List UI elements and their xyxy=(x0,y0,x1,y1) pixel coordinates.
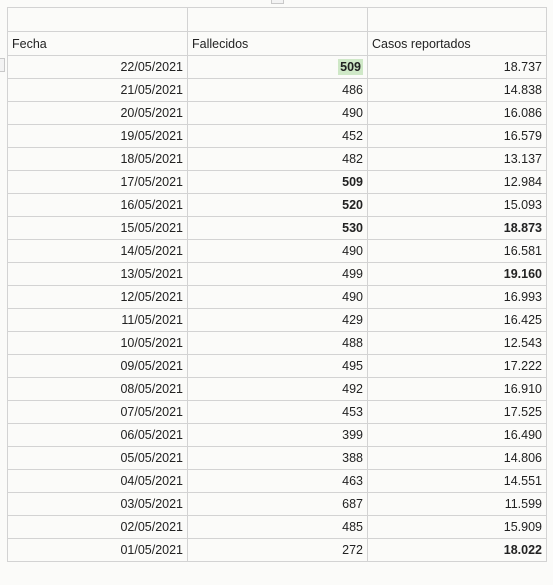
cell-fallecidos[interactable]: 486 xyxy=(188,79,368,102)
table-row xyxy=(8,125,547,148)
cell-fecha[interactable]: 05/05/2021 xyxy=(8,447,188,470)
cell-fecha[interactable]: 02/05/2021 xyxy=(8,516,188,539)
cell-casos-reportados[interactable]: 12.543 xyxy=(368,332,547,355)
header-fallecidos[interactable]: Fallecidos xyxy=(188,32,368,56)
table-row xyxy=(8,217,547,240)
cell-fecha[interactable]: 09/05/2021 xyxy=(8,355,188,378)
cell-fallecidos[interactable]: 463 xyxy=(188,470,368,493)
table-row xyxy=(8,148,547,171)
cell-fecha[interactable]: 10/05/2021 xyxy=(8,332,188,355)
cell-fallecidos[interactable]: 490 xyxy=(188,102,368,125)
table-row xyxy=(8,470,547,493)
table-row xyxy=(8,263,547,286)
cell-fecha[interactable]: 14/05/2021 xyxy=(8,240,188,263)
cell-fallecidos[interactable]: 452 xyxy=(188,125,368,148)
cell-casos-reportados[interactable]: 14.551 xyxy=(368,470,547,493)
table-row xyxy=(8,194,547,217)
table-row xyxy=(8,516,547,539)
table-cell[interactable] xyxy=(188,8,368,32)
cell-casos-reportados[interactable]: 17.222 xyxy=(368,355,547,378)
cell-fallecidos[interactable]: 490 xyxy=(188,240,368,263)
cell-casos-reportados[interactable]: 16.086 xyxy=(368,102,547,125)
cell-casos-reportados[interactable]: 16.490 xyxy=(368,424,547,447)
table-row xyxy=(8,493,547,516)
row-select-handle[interactable] xyxy=(0,58,5,72)
table-row xyxy=(8,240,547,263)
cell-casos-reportados[interactable]: 16.993 xyxy=(368,286,547,309)
cell-fecha[interactable]: 11/05/2021 xyxy=(8,309,188,332)
table-row xyxy=(8,539,547,562)
cell-casos-reportados[interactable]: 17.525 xyxy=(368,401,547,424)
cell-fallecidos[interactable]: 488 xyxy=(188,332,368,355)
table-row xyxy=(8,447,547,470)
cell-casos-reportados[interactable]: 14.806 xyxy=(368,447,547,470)
cell-casos-reportados[interactable]: 18.022 xyxy=(368,539,547,562)
cell-fallecidos[interactable]: 453 xyxy=(188,401,368,424)
cell-casos-reportados[interactable]: 14.838 xyxy=(368,79,547,102)
table-cell[interactable] xyxy=(368,8,547,32)
cell-fallecidos[interactable]: 388 xyxy=(188,447,368,470)
table-row xyxy=(8,401,547,424)
cell-casos-reportados[interactable]: 12.984 xyxy=(368,171,547,194)
table-row xyxy=(8,309,547,332)
cell-fecha[interactable]: 17/05/2021 xyxy=(8,171,188,194)
table-row xyxy=(8,102,547,125)
cell-fallecidos[interactable]: 495 xyxy=(188,355,368,378)
cell-fecha[interactable]: 21/05/2021 xyxy=(8,79,188,102)
cell-casos-reportados[interactable]: 13.137 xyxy=(368,148,547,171)
cell-fecha[interactable]: 12/05/2021 xyxy=(8,286,188,309)
cell-casos-reportados[interactable]: 16.581 xyxy=(368,240,547,263)
cell-fallecidos[interactable]: 429 xyxy=(188,309,368,332)
selected-cell-value: 509 xyxy=(340,60,361,74)
cell-fallecidos[interactable]: 687 xyxy=(188,493,368,516)
table-row xyxy=(8,355,547,378)
cell-casos-reportados[interactable]: 19.160 xyxy=(368,263,547,286)
cell-fecha[interactable]: 19/05/2021 xyxy=(8,125,188,148)
cell-fallecidos[interactable]: 520 xyxy=(188,194,368,217)
cell-casos-reportados[interactable]: 16.910 xyxy=(368,378,547,401)
blank-row xyxy=(8,8,547,32)
table-row xyxy=(8,56,547,79)
cell-fallecidos[interactable]: 492 xyxy=(188,378,368,401)
cell-fecha[interactable]: 13/05/2021 xyxy=(8,263,188,286)
cell-fecha[interactable]: 15/05/2021 xyxy=(8,217,188,240)
cell-fallecidos[interactable] xyxy=(188,56,368,79)
table-row xyxy=(8,332,547,355)
cell-casos-reportados[interactable]: 15.093 xyxy=(368,194,547,217)
cell-fecha[interactable]: 22/05/2021 xyxy=(8,56,188,79)
table-row xyxy=(8,286,547,309)
cell-casos-reportados[interactable]: 18.737 xyxy=(368,56,547,79)
cell-fecha[interactable]: 04/05/2021 xyxy=(8,470,188,493)
cell-fecha[interactable]: 08/05/2021 xyxy=(8,378,188,401)
cell-casos-reportados[interactable]: 11.599 xyxy=(368,493,547,516)
header-fecha[interactable]: Fecha xyxy=(8,32,188,56)
table-row xyxy=(8,378,547,401)
cell-fallecidos[interactable]: 485 xyxy=(188,516,368,539)
header-casos-reportados[interactable]: Casos reportados xyxy=(368,32,547,56)
cell-fallecidos[interactable]: 482 xyxy=(188,148,368,171)
cell-fecha[interactable]: 03/05/2021 xyxy=(8,493,188,516)
table-row xyxy=(8,424,547,447)
cell-casos-reportados[interactable]: 18.873 xyxy=(368,217,547,240)
header-row xyxy=(8,32,547,56)
cell-fecha[interactable]: 01/05/2021 xyxy=(8,539,188,562)
cell-casos-reportados[interactable]: 16.579 xyxy=(368,125,547,148)
cell-casos-reportados[interactable]: 15.909 xyxy=(368,516,547,539)
cell-fallecidos[interactable]: 509 xyxy=(188,171,368,194)
cell-fallecidos[interactable]: 530 xyxy=(188,217,368,240)
column-resize-handle[interactable] xyxy=(271,0,284,4)
table-cell[interactable] xyxy=(8,8,188,32)
cell-fallecidos[interactable]: 499 xyxy=(188,263,368,286)
cell-fecha[interactable]: 20/05/2021 xyxy=(8,102,188,125)
cell-fallecidos[interactable]: 272 xyxy=(188,539,368,562)
cell-casos-reportados[interactable]: 16.425 xyxy=(368,309,547,332)
cell-fecha[interactable]: 06/05/2021 xyxy=(8,424,188,447)
table-row xyxy=(8,171,547,194)
table-row xyxy=(8,79,547,102)
cell-fallecidos[interactable]: 399 xyxy=(188,424,368,447)
cell-fallecidos[interactable]: 490 xyxy=(188,286,368,309)
cell-fecha[interactable]: 16/05/2021 xyxy=(8,194,188,217)
cell-fecha[interactable]: 07/05/2021 xyxy=(8,401,188,424)
data-table xyxy=(7,7,547,562)
cell-fecha[interactable]: 18/05/2021 xyxy=(8,148,188,171)
